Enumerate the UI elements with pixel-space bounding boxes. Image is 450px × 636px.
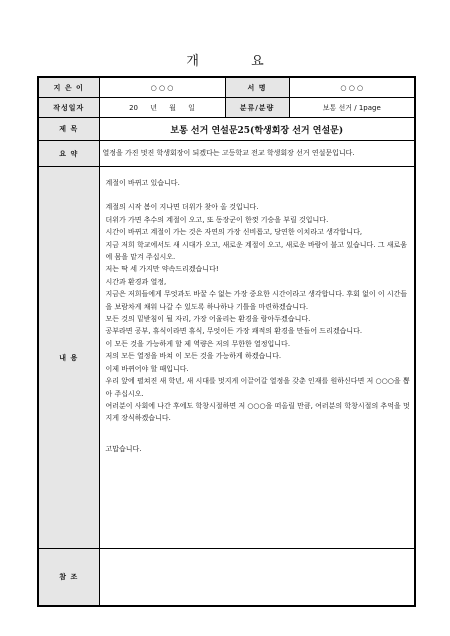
content-line: 이제 바뀌어야 할 때입니다.	[105, 364, 189, 373]
date-label: 작성일자	[38, 98, 99, 118]
reference-row	[38, 549, 415, 607]
content-row	[38, 167, 415, 549]
author-label: 지 은 이	[38, 77, 99, 98]
content-label: 내 용	[38, 167, 99, 549]
content-line: 시간이 바뀌고 계절이 가는 것은 자연의 가장 신비롭고, 당연한 이치라고 생각합니다,	[105, 228, 363, 237]
content-line: 계절의 시작 봄이 지나면 더위가 찾아 올 것입니다.	[105, 203, 259, 212]
author-value: ○ ○ ○	[99, 77, 225, 98]
date-value: 20 년 월 일	[99, 98, 225, 118]
subject-row	[38, 118, 415, 141]
content-line: 공부라면 공부, 휴식이라면 휴식, 무엇이든 가장 쾌적의 환경을 만들어 드리겠습니다.	[105, 327, 363, 336]
closing-line: 고맙습니다.	[105, 444, 142, 453]
document-title: 개 요	[186, 54, 288, 69]
category-label: 분류/분량	[225, 98, 289, 118]
content-line: 지금 저희 학교에서도 새 시대가 오고, 새로운 계절이 오고, 새로운 바람이 불고 있습니다. 그 새로움에 몸을 맡겨 주십시오.	[105, 240, 408, 262]
category-value: 보통 선거 / 1page	[289, 98, 415, 118]
reference-label: 참 조	[38, 549, 99, 607]
summary-form-table	[37, 76, 416, 607]
content-line: 저는 딱 세 가지만 약속드리겠습니다!	[105, 265, 219, 274]
content-line: 모든 것의 밑받침이 될 자리, 가장 어울리는 환경을 람아두겠습니다.	[105, 315, 311, 324]
subject-value: 보통 선거 연설문25(학생회장 선거 연설문)	[99, 118, 415, 141]
reference-value	[99, 549, 415, 607]
content-line: 더위가 가면 추수의 계절이 오고, 또 동장군이 한껏 기승을 부릴 것입니다.	[105, 215, 329, 224]
content-line: 시간과 환경과 열정,	[105, 277, 167, 286]
author-row	[38, 77, 415, 98]
summary-row	[38, 141, 415, 167]
content-line: 이 모든 것을 가능하게 할 제 역량은 저의 무한한 열정입니다.	[105, 339, 291, 348]
summary-label: 요 약	[38, 141, 99, 167]
signature-label: 서 명	[225, 77, 289, 98]
summary-value: 열정을 가진 멋진 학생회장이 되겠다는 고등학교 전교 학생회장 선거 연설문입니다.	[99, 141, 415, 167]
content-paragraph: 계절이 바뀌고 있습니다.	[105, 179, 180, 187]
content-line: 여러분이 사회에 나간 후에도 학창시절하면 저 ○○○을 떠올릴 만큼, 여러분의 학창시절의 추억을 멋지게 장식하겠습니다.	[105, 401, 410, 423]
content-line: 우리 앞에 펼쳐진 새 학년, 새 시대를 멋지게 이끌어갈 열정을 갖춘 인재를 원하신다면 저 ○○○을 뽑아 주십시오.	[105, 377, 410, 398]
content-body	[99, 167, 415, 549]
content-line: 저의 모든 열정을 바쳐 이 모든 것을 가능하게 하겠습니다.	[105, 352, 282, 361]
content-line: 지금은 저희들에게 무엇과도 바꿀 수 없는 가장 중요한 시간이라고 생각합니다. 후회 없이 이 시간들을 보람차게 채워 나갈 수 있도록 하나하나 기틀을 마련하겠습니다.	[105, 290, 408, 311]
date-row	[38, 98, 415, 118]
subject-label: 제 목	[38, 118, 99, 141]
signature-value: ○ ○ ○	[289, 77, 415, 98]
